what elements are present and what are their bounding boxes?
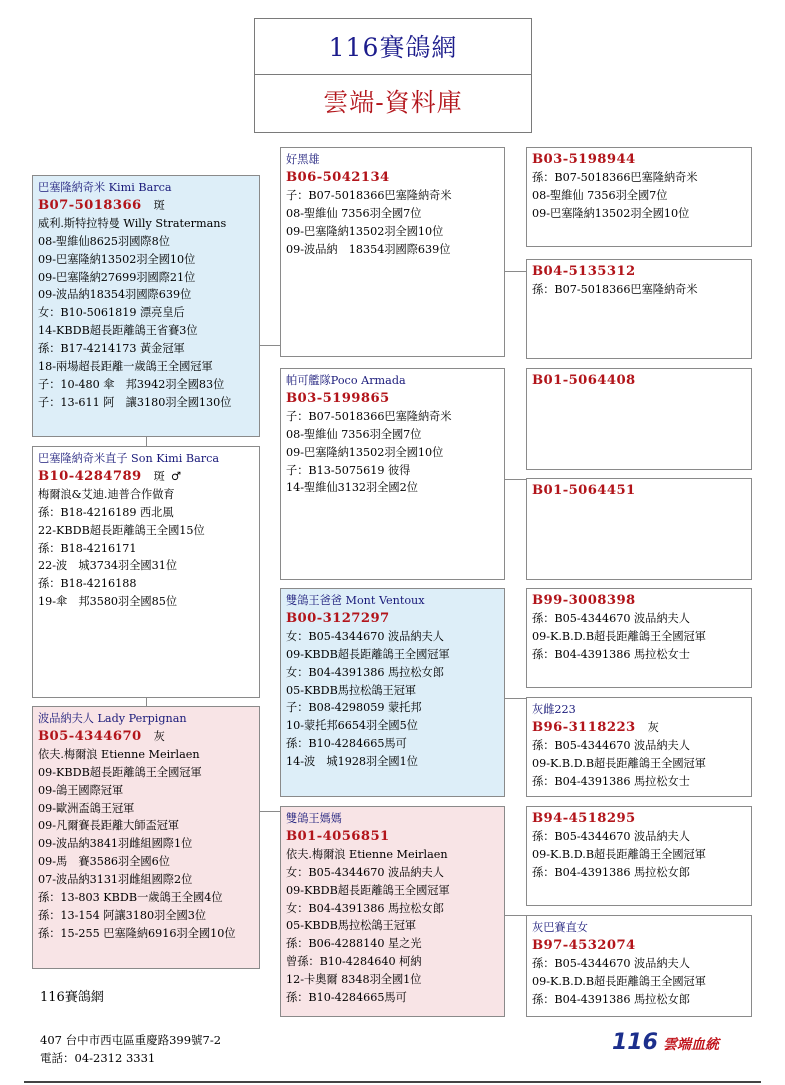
achievement-line: 孫：B04-4391386 馬拉松女士 [532, 647, 690, 661]
ring-line [286, 610, 500, 628]
color-label: 斑 [153, 469, 165, 483]
achievement-line: 孫：13-154 阿讓3180羽全國3位 [38, 908, 207, 922]
achievement-line: 09-K.B.D.B超長距離鴿王全國冠軍 [532, 756, 706, 770]
pedigree-box-gd1 [280, 368, 505, 580]
pedigree-box-g5 [526, 588, 752, 688]
footer-phone: 電話：04-2312 3331 [40, 1051, 156, 1065]
ring-line [532, 151, 747, 169]
footer-address: 407 台中市西屯區重慶路399號7-2 [40, 1033, 222, 1047]
achievement-line: 09-波品納 18354羽國際639位 [286, 242, 451, 256]
achievement-line: 14-KBDB超長距離鴿王省賽3位 [38, 324, 198, 338]
color-label: 斑 [153, 198, 165, 212]
ring-number: B00-3127297 [286, 610, 390, 626]
achievement-line: 08-聖維仙 7356羽全國7位 [286, 427, 422, 441]
achievement-line: 女：B10-5061819 漂亮皇后 [38, 306, 185, 320]
achievement-line: 女：B04-4391386 馬拉松女郎 [286, 665, 444, 679]
achievement-line: 08-聖維仙 7356羽全國7位 [532, 188, 668, 202]
logo-number: 116 [612, 1030, 658, 1055]
achievement-line: 09-波品納18354羽國際639位 [38, 288, 192, 302]
ring-line [532, 372, 747, 390]
achievement-line: 08-聖維仙8625羽國際8位 [38, 234, 170, 248]
achievement-line: 女：B05-4344670 波品納夫人 [286, 865, 444, 879]
achievement-line: 19-傘 邦3580羽全國85位 [38, 595, 178, 609]
achievement-line: 05-KBDB馬拉松鴿王冠軍 [286, 919, 417, 933]
ring-number: B96-3118223 [532, 719, 636, 735]
site-title: 116賽鴿網 [255, 19, 531, 75]
ring-line [286, 828, 500, 846]
pedigree-box-g6 [526, 697, 752, 797]
achievement-line: 09-巴塞隆納13502羽全國10位 [286, 445, 444, 459]
ring-number: B03-5198944 [532, 152, 636, 167]
achievement-line: 子：B07-5018366巴塞隆納奇米 [286, 188, 452, 202]
ring-line [532, 810, 747, 828]
achievement-line: 09-KBDB超長距離鴿王全國冠軍 [286, 647, 450, 661]
title-box [254, 18, 532, 133]
achievement-line: 18-兩場超長距離一歲鴿王全國冠軍 [38, 360, 213, 374]
achievement-line: 依夫.梅爾浪 Etienne Meirlaen [286, 847, 448, 861]
pedigree-box-g1 [526, 147, 752, 247]
connector-line [504, 915, 526, 916]
achievement-line: 09-K.B.D.B超長距離鴿王全國冠軍 [532, 629, 706, 643]
achievement-line: 09-K.B.D.B超長距離鴿王全國冠軍 [532, 847, 706, 861]
pedigree-box-g3 [526, 368, 752, 470]
achievement-line: 孫：B10-4284665馬可 [286, 737, 407, 751]
achievement-line: 08-聖維仙 7356羽全國7位 [286, 206, 422, 220]
achievement-line: 孫：B05-4344670 波品納夫人 [532, 738, 690, 752]
footer-contact [40, 1031, 221, 1067]
achievement-line: 孫：B17-4214173 黃金冠軍 [38, 342, 185, 356]
achievement-line: 14-波 城1928羽全國1位 [286, 755, 418, 769]
ring-number: B01-5064408 [532, 373, 636, 388]
color-label: 灰 [153, 729, 165, 743]
achievement-line: 依夫.梅爾浪 Etienne Meirlaen [38, 747, 200, 761]
pedigree-box-gs2 [280, 588, 505, 797]
achievement-line: 孫：B04-4391386 馬拉松女郎 [532, 992, 690, 1006]
pedigree-box-g4 [526, 478, 752, 580]
achievement-line: 09-凡爾賽長距離大師盃冠軍 [38, 819, 180, 833]
ring-number: B04-5135312 [532, 264, 636, 279]
achievement-line: 威利.斯特拉特曼 Willy Stratermans [38, 216, 227, 230]
pigeon-name: 波品納夫人 Lady Perpignan [38, 712, 187, 725]
achievement-line: 子：13-611 阿 讓3180羽全國130位 [38, 395, 232, 409]
achievement-line: 孫：B05-4344670 波品納夫人 [532, 829, 690, 843]
connector-line [259, 345, 280, 346]
achievement-line: 09-巴塞隆納27699羽國際21位 [38, 270, 196, 284]
achievement-line: 孫：B06-4288140 星之光 [286, 937, 422, 951]
achievement-line: 14-聖維仙3132羽全國2位 [286, 481, 418, 495]
ring-line [532, 482, 747, 500]
connector-line [146, 437, 147, 446]
achievement-line: 09-巴塞隆納13502羽全國10位 [532, 206, 690, 220]
color-label: 灰 [647, 720, 659, 734]
connector-line [146, 697, 147, 706]
achievement-line: 09-歐洲盃鴿王冠軍 [38, 801, 135, 815]
achievement-line: 22-KBDB超長距離鴿王全國15位 [38, 523, 205, 537]
achievement-line: 子：B08-4298059 蒙托邦 [286, 701, 422, 715]
achievement-line: 子：B07-5018366巴塞隆納奇米 [286, 409, 452, 423]
pedigree-box-g8 [526, 915, 752, 1017]
pigeon-name: 灰巴賽直女 [532, 921, 588, 934]
connector-line [504, 271, 526, 272]
ring-number: B94-4518295 [532, 811, 636, 826]
achievement-line: 孫：B07-5018366巴塞隆納奇米 [532, 170, 698, 184]
pedigree-box-subject [32, 446, 260, 698]
ring-number: B01-4056851 [286, 828, 390, 844]
pigeon-name: 雙鴿王媽媽 [286, 812, 342, 825]
pedigree-box-subject-dam [32, 706, 260, 969]
achievement-line: 22-波 城3734羽全國31位 [38, 559, 178, 573]
achievement-line: 09-馬 賽3586羽全國6位 [38, 855, 170, 869]
achievement-line: 09-鴿王國際冠軍 [38, 783, 124, 797]
ring-line [532, 592, 747, 610]
pigeon-name: 灰雌223 [532, 703, 576, 716]
ring-line [532, 263, 747, 281]
pedigree-box-g7 [526, 806, 752, 906]
pigeon-name: 雙鴿王爸爸 Mont Ventoux [286, 594, 425, 607]
achievement-line: 09-巴塞隆納13502羽全國10位 [38, 252, 196, 266]
bottom-rule [24, 1081, 761, 1083]
achievement-line: 孫：B10-4284665馬可 [286, 991, 407, 1005]
achievement-line: 女：B05-4344670 波品納夫人 [286, 629, 444, 643]
pedigree-box-subject-sire [32, 175, 260, 437]
achievement-line: 曾孫：B10-4284640 柯納 [286, 955, 422, 969]
achievement-line: 子：10-480 傘 邦3942羽全國83位 [38, 377, 225, 391]
achievement-line: 09-K.B.D.B超長距離鴿王全國冠軍 [532, 974, 706, 988]
achievement-line: 孫：B07-5018366巴塞隆納奇米 [532, 282, 698, 296]
ring-number: B03-5199865 [286, 390, 390, 406]
achievement-line: 09-巴塞隆納13502羽全國10位 [286, 224, 444, 238]
pedigree-box-g2 [526, 259, 752, 359]
ring-number: B05-4344670 [38, 728, 142, 744]
ring-number: B99-3008398 [532, 593, 636, 608]
pigeon-name: 好黑雄 [286, 153, 320, 166]
ring-line [38, 197, 255, 215]
ring-line [532, 937, 747, 955]
achievement-line: 孫：B18-4216189 西北風 [38, 505, 174, 519]
achievement-line: 女：B04-4391386 馬拉松女郎 [286, 901, 444, 915]
pedigree-box-gs1 [280, 147, 505, 357]
connector-line [504, 479, 526, 480]
achievement-line: 孫：B18-4216171 [38, 541, 137, 555]
logo-text: 雲端血統 [663, 1037, 720, 1053]
achievement-line: 05-KBDB馬拉松鴿王冠軍 [286, 683, 417, 697]
ring-line [286, 390, 500, 408]
ring-number: B07-5018366 [38, 197, 142, 213]
achievement-line: 09-KBDB超長距離鴿王全國冠軍 [38, 765, 202, 779]
achievement-line: 09-波品納3841羽雌組國際1位 [38, 837, 193, 851]
ring-line [532, 719, 747, 737]
achievement-line: 07-波品納3131羽雌組國際2位 [38, 873, 193, 887]
ring-number: B97-4532074 [532, 937, 636, 953]
achievement-line: 子：B13-5075619 彼得 [286, 463, 411, 477]
pigeon-name: 帕可艦隊Poco Armada [286, 374, 406, 387]
footer-site-name: 116賽鴿網 [40, 990, 104, 1005]
pigeon-name: 巴塞隆納奇米 Kimi Barca [38, 181, 172, 194]
ring-line [38, 728, 255, 746]
achievement-line: 12-卡奧爾 8348羽全國1位 [286, 973, 422, 987]
achievement-line: 孫：B04-4391386 馬拉松女郎 [532, 865, 690, 879]
achievement-line: 孫：13-803 KBDB一歲鴿王全國4位 [38, 891, 223, 905]
ring-number: B01-5064451 [532, 483, 636, 498]
achievement-line: 梅爾浪&艾迪.迪普合作做育 [38, 487, 175, 501]
ring-number: B06-5042134 [286, 169, 390, 185]
pigeon-name: 巴塞隆納奇米直子 Son Kimi Barca [38, 452, 220, 465]
achievement-line: 孫：B04-4391386 馬拉松女士 [532, 774, 690, 788]
achievement-line: 孫：B05-4344670 波品納夫人 [532, 611, 690, 625]
achievement-line: 09-KBDB超長距離鴿王全國冠軍 [286, 883, 450, 897]
cloud-pedigree-logo [612, 1030, 719, 1055]
achievement-line: 孫：15-255 巴塞隆納6916羽全國10位 [38, 926, 236, 940]
ring-number: B10-4284789 [38, 468, 142, 484]
ring-line [38, 468, 255, 486]
connector-line [259, 811, 280, 812]
achievement-line: 孫：B05-4344670 波品納夫人 [532, 956, 690, 970]
sex-icon: ♂ [170, 468, 182, 483]
connector-line [504, 698, 526, 699]
page-subtitle: 雲端-資料庫 [323, 88, 463, 117]
achievement-line: 孫：B18-4216188 [38, 577, 137, 591]
achievement-line: 10-蒙托邦6654羽全國5位 [286, 719, 418, 733]
ring-line [286, 169, 500, 187]
pedigree-box-gd2 [280, 806, 505, 1017]
